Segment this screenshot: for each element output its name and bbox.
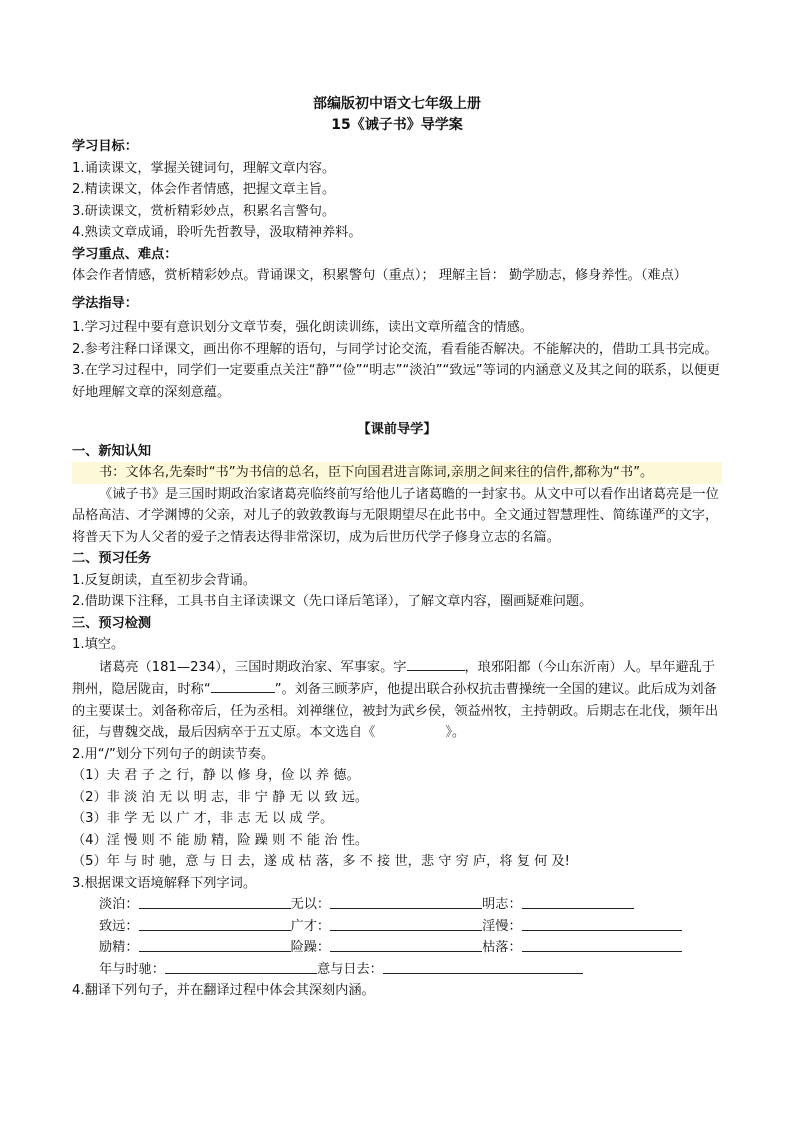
- word-term: 淫慢：: [482, 918, 522, 934]
- part1-paragraph-2: 《诫子书》是三国时期政治家诸葛亮临终前写给他儿子诸葛瞻的一封家书。从文中可以看作出诸葛亮是一位品格高洁、才学渊博的父亲，对儿子的敦敦教诲与无限期望尽在此书中。全文通过智慧理性、简练谨严的文字，将普天下为人父者的爱子之情表达得非常深切，成为后世历代学子修身立志的名篇。: [72, 486, 719, 545]
- rhythm-sentence: （2）非 淡 泊 无 以 明 志，非 宁 静 无 以 致 远。: [72, 789, 369, 805]
- word-term: 意与日去：: [316, 961, 383, 977]
- part1-paragraph-1: 书：文体名,先秦时“书”为书信的总名，臣下向国君进言陈词,亲朋之间来往的信件,都称为“书”。: [72, 462, 722, 484]
- answer-blank[interactable]: [522, 894, 634, 909]
- word-row: [99, 937, 722, 959]
- answer-blank[interactable]: [330, 916, 482, 931]
- answer-blank[interactable]: [139, 916, 291, 931]
- word-term: 广才：: [290, 918, 331, 934]
- word-term: 致远：: [99, 918, 139, 934]
- part1-heading: 一、新知认知: [72, 443, 152, 459]
- answer-blank[interactable]: [139, 937, 291, 952]
- method-item: 2.参考注释口译课文，画出你不理解的语句，与同学讨论交流，看看能否解决。不能解决的，借助工具书完成。: [72, 341, 718, 357]
- word-term: 励精：: [99, 940, 139, 955]
- doc-title-line2: 15《诫子书》导学案: [331, 117, 463, 133]
- rhythm-sentence: （4）淫 慢 则 不 能 励 精，险 躁 则 不 能 治 性。: [72, 832, 369, 848]
- answer-blank[interactable]: [139, 894, 291, 909]
- q1-text-a: 诸葛亮（181—234），三国时期政治家、军事家。字: [99, 659, 407, 675]
- q1-text-b: ，琅邪阳都（今山东沂南）人。早年避乱于荆州，隐居陇亩，时称“: [72, 659, 716, 697]
- task-item: 1.反复朗读，直至初步会背诵。: [72, 572, 257, 588]
- doc-title-line1: 部编版初中语文七年级上册: [313, 96, 481, 112]
- blank-nickname[interactable]: [211, 678, 275, 693]
- answer-blank[interactable]: [383, 959, 583, 974]
- section-title: 【课前导学】: [357, 422, 437, 437]
- word-term: 年与时驰：: [99, 961, 165, 977]
- word-term: 枯落：: [482, 940, 522, 955]
- q1-text-d: 》。: [445, 725, 466, 740]
- answer-blank[interactable]: [165, 959, 317, 974]
- q3-label: 3.根据课文语境解释下列字词。: [72, 875, 257, 891]
- answer-blank[interactable]: [330, 937, 482, 952]
- blank-zi[interactable]: [407, 656, 465, 671]
- focus-text: 体会作者情感，赏析精彩妙点。背诵课文，积累警句（重点）； 理解主旨： 勤学励志，修身养性。（难点）: [72, 268, 687, 283]
- part2-heading: 二、预习任务: [72, 551, 152, 566]
- method-item: 1.学习过程中要有意识划分文章节奏，强化朗读训练，读出文章所蕴含的情感。: [72, 320, 533, 335]
- rhythm-sentence: （5）年 与 时 驰，意 与 日 去，遂 成 枯 落，多 不 接 世，悲 守 穷 庐，将 复 何 及!: [72, 854, 570, 869]
- method-item: 3.在学习过程中，同学们一定要重点关注“静”“俭”“明志”“淡泊”“致远”等词的内涵意义及其之间的联系，以便更好地理解文章的深刻意蕴。: [72, 363, 720, 400]
- part3-heading: 三、预习检测: [72, 615, 152, 631]
- q1-paragraph: [72, 656, 722, 744]
- word-explanation-grid: [72, 894, 722, 980]
- goal-item: 3.研读课文，赏析精彩妙点，积累名言警句。: [72, 203, 336, 219]
- word-row: [99, 894, 722, 916]
- goal-item: 4.熟读文章成诵，聆听先哲教导，汲取精神养料。: [72, 225, 362, 240]
- q2-label: 2.用“/”划分下列句子的朗读节奏。: [72, 746, 275, 762]
- answer-blank[interactable]: [522, 916, 682, 931]
- task-item: 2.借助课下注释，工具书自主译读课文（先口译后笔译），了解文章内容，圈画疑难问题。: [72, 594, 593, 609]
- focus-heading: 学习重点、难点：: [72, 246, 178, 262]
- answer-blank[interactable]: [330, 894, 482, 909]
- word-term: 明志：: [482, 897, 522, 912]
- rhythm-sentence: （3）非 学 无 以 广 才，非 志 无 以 成 学。: [72, 811, 334, 826]
- goal-item: 1.诵读课文，掌握关键词句，理解文章内容。: [72, 160, 336, 176]
- answer-blank[interactable]: [522, 937, 682, 952]
- word-term: 淡泊：: [99, 897, 139, 912]
- method-heading: 学法指导：: [72, 295, 138, 311]
- word-row: [99, 959, 722, 981]
- word-term: 险躁：: [290, 940, 331, 955]
- word-term: 无以：: [290, 897, 331, 912]
- document-page: [72, 94, 722, 1002]
- rhythm-sentence: （1）夫 君 子 之 行，静 以 修 身，俭 以 养 德。: [72, 768, 360, 783]
- q1-text-c: ”。刘备三顾茅庐，他提出联合孙权抗击曹操统一全国的建议。此后成为刘备的主要谋士。刘备称帝后，任为丞相。刘禅继位，被封为武乡侯，领益州牧，主持朝政。后期志在北伐，频年出征，与曹魏交战，最后因病卒于五丈原。本文选自《: [72, 682, 719, 740]
- goals-heading: 学习目标：: [72, 139, 138, 154]
- goal-item: 2.精读课文，体会作者情感，把握文章主旨。: [72, 182, 336, 197]
- word-row: [99, 916, 722, 938]
- q4-label: 4.翻译下列句子，并在翻译过程中体会其深刻内涵。: [72, 983, 375, 998]
- q1-label: 1.填空。: [72, 637, 125, 652]
